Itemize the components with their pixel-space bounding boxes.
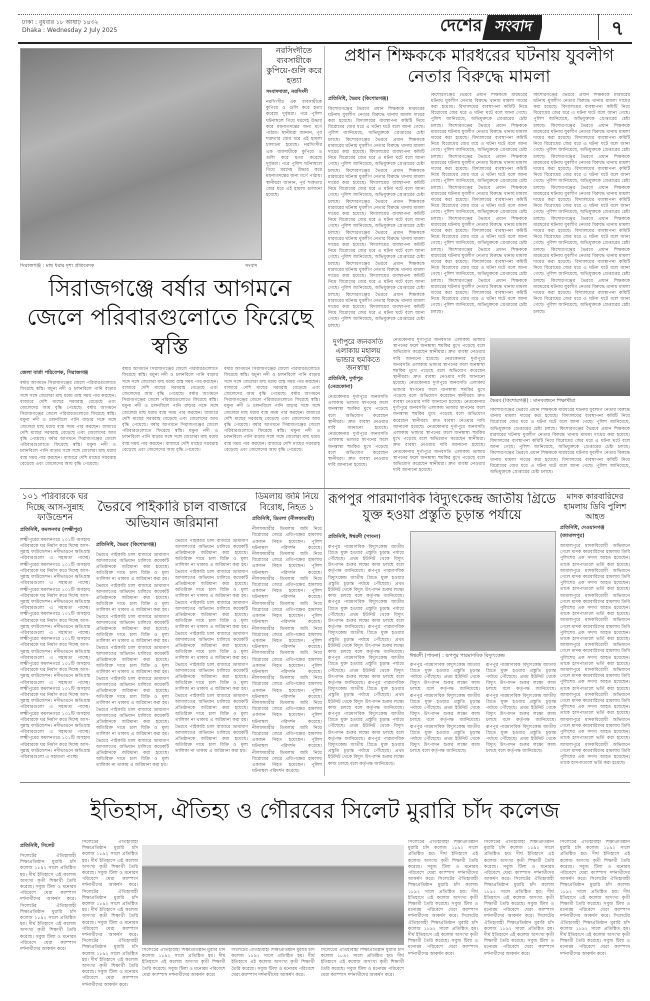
byline: প্রতিনিধি, সিলেট — [20, 843, 55, 849]
article-dimla — [252, 492, 322, 777]
section-masthead — [440, 14, 542, 40]
human-chain-photo — [490, 338, 630, 396]
article-body: রূপপুর পারমাণবিক বিদ্যুৎকেন্দ্র জাতীয় গ্রিডে যুক্ত হওয়ার প্রস্তুতি চূড়ান্ত পর্যায়ে পৌঁছেছে। প্রথম ইউনিট থেকে বিদ্যুৎ উৎপাদন শুরুর লক্ষ্যে কাজ চলছে বলে কর্তৃপক্ষ জানিয়েছে। রূপপুর পারমাণবিক বিদ্যুৎকেন্দ্র জাতীয় গ্রিডে যুক্ত হওয়ার প্রস্তুতি চূড়ান্ত পর্যায়ে পৌঁছেছে। প্রথম ইউনিট থেকে বিদ্যুৎ উৎপাদন শুরুর লক্ষ্যে কাজ চলছে বলে কর্তৃপক্ষ জানিয়েছে। রূপপুর পারমাণবিক বিদ্যুৎকেন্দ্র জাতীয় গ্রিডে যুক্ত হওয়ার প্রস্তুতি চূড়ান্ত পর্যায়ে পৌঁছেছে। প্রথম ইউনিট থেকে বিদ্যুৎ উৎপাদন শুরুর লক্ষ্যে কাজ চলছে বলে কর্তৃপক্ষ জানিয়েছে। — [486, 662, 556, 755]
section-divider — [20, 488, 630, 489]
headline: মাদক কারবারিদের হামলায় ডিবি পুলিশ আহত — [563, 492, 627, 521]
mc-col-1 — [20, 840, 138, 990]
durgapur-continued — [393, 338, 485, 483]
article-body: কিশোরগঞ্জের ভৈরবে প্রধান শিক্ষককে মারধরের ঘটনায় যুবলীগ নেতার বিরুদ্ধে থানায় মামলা দায়ের করা হয়েছে। বিদ্যালয়ের ব্যবস্থাপনা কমিটি নিয়ে বিরোধের জের ধরে এ ঘটনা ঘটে বলে জানা গেছে। পুলিশ জানিয়েছে, অভিযুক্তকে গ্রেপ্তারের চেষ্টা চলছে। কিশোরগঞ্জের ভৈরবে প্রধান শিক্ষককে মারধরের ঘটনায় যুবলীগ নেতার বিরুদ্ধে থানায় মামলা দায়ের করা হয়েছে। বিদ্যালয়ের ব্যবস্থাপনা কমিটি নিয়ে বিরোধের জের ধরে এ ঘটনা ঘটে বলে জানা গেছে। পুলিশ জানিয়েছে, অভিযুক্তকে গ্রেপ্তারের চেষ্টা চলছে। কিশোরগঞ্জের ভৈরবে প্রধান শিক্ষককে মারধরের ঘটনায় যুবলীগ নেতার বিরুদ্ধে থানায় মামলা দায়ের করা হয়েছে। বিদ্যালয়ের ব্যবস্থাপনা কমিটি নিয়ে বিরোধের জের ধরে এ ঘটনা ঘটে বলে জানা গেছে। পুলিশ জানিয়েছে, অভিযুক্তকে গ্রেপ্তারের চেষ্টা চলছে। — [490, 408, 630, 476]
headline: নরসিংদীতে ব্যবসায়ীকে কুপিয়ে-গুলি করে হত্যা — [266, 46, 322, 85]
college-building-photo — [142, 845, 404, 945]
article-body: ভৈরবে পাইকারি চাল বাজারে ভ্রাম্যমাণ আদালতের অভিযান চালিয়ে কয়েকটি প্রতিষ্ঠানকে জরিমানা করা হয়েছে। অতিরিক্ত দামে চাল বিক্রি ও মূল্য তালিকা না থাকায় এ জরিমানা করা হয়। ভৈরবে পাইকারি চাল বাজারে ভ্রাম্যমাণ আদালতের অভিযান চালিয়ে কয়েকটি প্রতিষ্ঠানকে জরিমানা করা হয়েছে। অতিরিক্ত দামে চাল বিক্রি ও মূল্য তালিকা না থাকায় এ জরিমানা করা হয়। ভৈরবে পাইকারি চাল বাজারে ভ্রাম্যমাণ আদালতের অভিযান চালিয়ে কয়েকটি প্রতিষ্ঠানকে জরিমানা করা হয়েছে। অতিরিক্ত দামে চাল বিক্রি ও মূল্য তালিকা না থাকায় এ জরিমানা করা হয়। ভৈরবে পাইকারি চাল বাজারে ভ্রাম্যমাণ আদালতের অভিযান চালিয়ে কয়েকটি প্রতিষ্ঠানকে জরিমানা করা হয়েছে। অতিরিক্ত দামে চাল বিক্রি ও মূল্য তালিকা না থাকায় এ জরিমানা করা হয়। ভৈরবে পাইকারি চাল বাজারে ভ্রাম্যমাণ আদালতের অভিযান চালিয়ে কয়েকটি প্রতিষ্ঠানকে জরিমানা করা হয়েছে। অতিরিক্ত দামে চাল বিক্রি ও মূল্য তালিকা না থাকায় এ জরিমানা করা হয়। ভৈরবে পাইকারি চাল বাজারে ভ্রাম্যমাণ আদালতের অভিযান চালিয়ে কয়েকটি প্রতিষ্ঠানকে জরিমানা করা হয়েছে। অতিরিক্ত দামে চাল বিক্রি ও মূল্য তালিকা না থাকায় এ জরিমানা করা হয়। ভৈরবে পাইকারি চাল বাজারে ভ্রাম্যমাণ আদালতের অভিযান চালিয়ে কয়েকটি প্রতিষ্ঠানকে জরিমানা করা হয়েছে। অতিরিক্ত দামে চাল বিক্রি ও মূল্য তালিকা না থাকায় এ জরিমানা করা হয়। — [175, 538, 248, 755]
article-body: নেত্রকোনার দুর্গাপুরে জনবসতি এলাকায় ভান্ডার স্থাপনের ফলে জনস্বাস্থ্য হুমকির মুখে পড়েছে বলে অভিযোগ করেছেন স্থানীয়রা। দ্রুত ব্যবস্থা নেওয়ার দাবি জানানো হয়েছে। নেত্রকোনার দুর্গাপুরে জনবসতি এলাকায় ভান্ডার স্থাপনের ফলে জনস্বাস্থ্য হুমকির মুখে পড়েছে বলে অভিযোগ করেছেন স্থানীয়রা। দ্রুত ব্যবস্থা নেওয়ার দাবি জানানো হয়েছে। — [328, 395, 388, 469]
article-lead — [328, 46, 630, 336]
photo-credit: সংবাদ — [245, 263, 258, 269]
byline: প্রতিনিধি, ভৈরব (কিশোরগঞ্জ) — [96, 541, 157, 548]
date-english: Dhaka : Wednesday 2 July 2025 — [22, 27, 118, 34]
headline: দুর্গাপুরে জনবসতি এলাকায় মহালয় ভান্ডার হুমকিতে জনস্বাস্থ্য — [332, 338, 384, 373]
headline: রূপপুর পারমাণবিক বিদ্যুৎকেন্দ্র জাতীয় গ্রিডে যুক্ত হওয়া প্রস্তুতি চূড়ান্ত পর্যায়ে — [328, 492, 556, 524]
headline: ভৈরবে পাইকারি চাল বাজারে অভিযান জরিমানা — [97, 500, 247, 532]
article-body: জামালপুরে মাদকবিরোধী অভিযানে গেলে মাদক কারবারিদের হামলায় ডিবি পুলিশের এক সদস্য আহত হয়েছেন। তাকে হাসপাতালে ভর্তি করা হয়েছে। জামালপুরে মাদকবিরোধী অভিযানে গেলে মাদক কারবারিদের হামলায় ডিবি পুলিশের এক সদস্য আহত হয়েছেন। তাকে হাসপাতালে ভর্তি করা হয়েছে। জামালপুরে মাদকবিরোধী অভিযানে গেলে মাদক কারবারিদের হামলায় ডিবি পুলিশের এক সদস্য আহত হয়েছেন। তাকে হাসপাতালে ভর্তি করা হয়েছে। জামালপুরে মাদকবিরোধী অভিযানে গেলে মাদক কারবারিদের হামলায় ডিবি পুলিশের এক সদস্য আহত হয়েছেন। তাকে হাসপাতালে ভর্তি করা হয়েছে। জামালপুরে মাদকবিরোধী অভিযানে গেলে মাদক কারবারিদের হামলায় ডিবি পুলিশের এক সদস্য আহত হয়েছেন। তাকে হাসপাতালে ভর্তি করা হয়েছে। জামালপুরে মাদকবিরোধী অভিযানে গেলে মাদক কারবারিদের হামলায় ডিবি পুলিশের এক সদস্য আহত হয়েছেন। তাকে হাসপাতালে ভর্তি করা হয়েছে। জামালপুরে মাদকবিরোধী অভিযানে গেলে মাদক কারবারিদের হামলায় ডিবি পুলিশের এক সদস্য আহত হয়েছেন। তাকে হাসপাতালে ভর্তি করা হয়েছে। জামালপুরে মাদকবিরোধী অভিযানে গেলে মাদক কারবারিদের হামলায় ডিবি পুলিশের এক সদস্য আহত হয়েছেন। তাকে হাসপাতালে ভর্তি করা হয়েছে। জামালপুরে মাদকবিরোধী অভিযানে গেলে মাদক কারবারিদের হামলায় ডিবি পুলিশের এক সদস্য আহত হয়েছেন। তাকে হাসপাতালে ভর্তি করা হয়েছে। — [560, 544, 630, 767]
photo-caption: ভৈরব (কিশোরগঞ্জ) : মানববন্ধনে শিক্ষার্থীরা — [490, 398, 576, 404]
article-sirajganj — [20, 275, 320, 485]
article-rooppur — [328, 492, 556, 777]
lead-continued — [490, 408, 630, 482]
article-body: বর্ষার আগমনে সিরাজগঞ্জের জেলে পরিবারগুলোতে ফিরেছে স্বস্তি। যমুনা নদী ও চলনবিলে পানি বাড়ার সঙ্গে সঙ্গে জেলেরা মাছ ধরায় ব্যস্ত সময় পার করছেন। বাজারে দেশি মাছের সরবরাহ বেড়েছে এবং জেলেদের আয় বৃদ্ধি পেয়েছে। বর্ষার আগমনে সিরাজগঞ্জের জেলে পরিবারগুলোতে ফিরেছে স্বস্তি। যমুনা নদী ও চলনবিলে পানি বাড়ার সঙ্গে সঙ্গে জেলেরা মাছ ধরায় ব্যস্ত সময় পার করছেন। বাজারে দেশি মাছের সরবরাহ বেড়েছে এবং জেলেদের আয় বৃদ্ধি পেয়েছে। বর্ষার আগমনে সিরাজগঞ্জের জেলে পরিবারগুলোতে ফিরেছে স্বস্তি। যমুনা নদী ও চলনবিলে পানি বাড়ার সঙ্গে সঙ্গে জেলেরা মাছ ধরায় ব্যস্ত সময় পার করছেন। বাজারে দেশি মাছের সরবরাহ বেড়েছে এবং জেলেদের আয় বৃদ্ধি পেয়েছে। — [122, 367, 218, 453]
article-body: নীলফামারীর ডিমলায় জমি নিয়ে বিরোধের জেরে প্রতিপক্ষের হামলায় একজন নিহত হয়েছেন। পুলিশ ঘটনাস্থল পরিদর্শন করেছে। নীলফামারীর ডিমলায় জমি নিয়ে বিরোধের জেরে প্রতিপক্ষের হামলায় একজন নিহত হয়েছেন। পুলিশ ঘটনাস্থল পরিদর্শন করেছে। নীলফামারীর ডিমলায় জমি নিয়ে বিরোধের জেরে প্রতিপক্ষের হামলায় একজন নিহত হয়েছেন। পুলিশ ঘটনাস্থল পরিদর্শন করেছে। নীলফামারীর ডিমলায় জমি নিয়ে বিরোধের জেরে প্রতিপক্ষের হামলায় একজন নিহত হয়েছেন। পুলিশ ঘটনাস্থল পরিদর্শন করেছে। নীলফামারীর ডিমলায় জমি নিয়ে বিরোধের জেরে প্রতিপক্ষের হামলায় একজন নিহত হয়েছেন। পুলিশ ঘটনাস্থল পরিদর্শন করেছে। নীলফামারীর ডিমলায় জমি নিয়ে বিরোধের জেরে প্রতিপক্ষের হামলায় একজন নিহত হয়েছেন। পুলিশ ঘটনাস্থল পরিদর্শন করেছে। নীলফামারীর ডিমলায় জমি নিয়ে বিরোধের জেরে প্রতিপক্ষের হামলায় একজন নিহত হয়েছেন। পুলিশ ঘটনাস্থল পরিদর্শন করেছে। নীলফামারীর ডিমলায় জমি নিয়ে বিরোধের জেরে প্রতিপক্ষের হামলায় একজন নিহত হয়েছেন। পুলিশ ঘটনাস্থল পরিদর্শন করেছে। নীলফামারীর ডিমলায় জমি নিয়ে বিরোধের জেরে প্রতিপক্ষের হামলায় একজন নিহত হয়েছেন। পুলিশ ঘটনাস্থল পরিদর্শন করেছে। নীলফামারীর ডিমলায় জমি নিয়ে বিরোধের জেরে প্রতিপক্ষের হামলায় একজন নিহত হয়েছেন। পুলিশ ঘটনাস্থল পরিদর্শন করেছে। — [252, 527, 322, 775]
article-assunnah — [20, 492, 90, 777]
article-body: কিশোরগঞ্জের ভৈরবে প্রধান শিক্ষককে মারধরের ঘটনায় যুবলীগ নেতার বিরুদ্ধে থানায় মামলা দায়ের করা হয়েছে। বিদ্যালয়ের ব্যবস্থাপনা কমিটি নিয়ে বিরোধের জের ধরে এ ঘটনা ঘটে বলে জানা গেছে। পুলিশ জানিয়েছে, অভিযুক্তকে গ্রেপ্তারের চেষ্টা চলছে। কিশোরগঞ্জের ভৈরবে প্রধান শিক্ষককে মারধরের ঘটনায় যুবলীগ নেতার বিরুদ্ধে থানায় মামলা দায়ের করা হয়েছে। বিদ্যালয়ের ব্যবস্থাপনা কমিটি নিয়ে বিরোধের জের ধরে এ ঘটনা ঘটে বলে জানা গেছে। পুলিশ জানিয়েছে, অভিযুক্তকে গ্রেপ্তারের চেষ্টা চলছে। কিশোরগঞ্জের ভৈরবে প্রধান শিক্ষককে মারধরের ঘটনায় যুবলীগ নেতার বিরুদ্ধে থানায় মামলা দায়ের করা হয়েছে। বিদ্যালয়ের ব্যবস্থাপনা কমিটি নিয়ে বিরোধের জের ধরে এ ঘটনা ঘটে বলে জানা গেছে। পুলিশ জানিয়েছে, অভিযুক্তকে গ্রেপ্তারের চেষ্টা চলছে। কিশোরগঞ্জের ভৈরবে প্রধান শিক্ষককে মারধরের ঘটনায় যুবলীগ নেতার বিরুদ্ধে থানায় মামলা দায়ের করা হয়েছে। বিদ্যালয়ের ব্যবস্থাপনা কমিটি নিয়ে বিরোধের জের ধরে এ ঘটনা ঘটে বলে জানা গেছে। পুলিশ জানিয়েছে, অভিযুক্তকে গ্রেপ্তারের চেষ্টা চলছে। কিশোরগঞ্জের ভৈরবে প্রধান শিক্ষককে মারধরের ঘটনায় যুবলীগ নেতার বিরুদ্ধে থানায় মামলা দায়ের করা হয়েছে। বিদ্যালয়ের ব্যবস্থাপনা কমিটি নিয়ে বিরোধের জের ধরে এ ঘটনা ঘটে বলে জানা গেছে। পুলিশ জানিয়েছে, অভিযুক্তকে গ্রেপ্তারের চেষ্টা চলছে। কিশোরগঞ্জের ভৈরবে প্রধান শিক্ষককে মারধরের ঘটনায় যুবলীগ নেতার বিরুদ্ধে থানায় মামলা দায়ের করা হয়েছে। বিদ্যালয়ের ব্যবস্থাপনা কমিটি নিয়ে বিরোধের জের ধরে এ ঘটনা ঘটে বলে জানা গেছে। পুলিশ জানিয়েছে, অভিযুক্তকে গ্রেপ্তারের চেষ্টা চলছে। কিশোরগঞ্জের ভৈরবে প্রধান শিক্ষককে মারধরের ঘটনায় যুবলীগ নেতার বিরুদ্ধে থানায় মামলা দায়ের করা হয়েছে। বিদ্যালয়ের ব্যবস্থাপনা কমিটি নিয়ে বিরোধের জের ধরে এ ঘটনা ঘটে বলে জানা গেছে। পুলিশ জানিয়েছে, অভিযুক্তকে গ্রেপ্তারের চেষ্টা চলছে। — [430, 92, 528, 315]
headline: প্রধান শিক্ষককে মারধরের ঘটনায় যুবলীগ নেতার বিরুদ্ধে মামলা — [344, 46, 614, 88]
article-body: রূপপুর পারমাণবিক বিদ্যুৎকেন্দ্র জাতীয় গ্রিডে যুক্ত হওয়ার প্রস্তুতি চূড়ান্ত পর্যায়ে পৌঁছেছে। প্রথম ইউনিট থেকে বিদ্যুৎ উৎপাদন শুরুর লক্ষ্যে কাজ চলছে বলে কর্তৃপক্ষ জানিয়েছে। রূপপুর পারমাণবিক বিদ্যুৎকেন্দ্র জাতীয় গ্রিডে যুক্ত হওয়ার প্রস্তুতি চূড়ান্ত পর্যায়ে পৌঁছেছে। প্রথম ইউনিট থেকে বিদ্যুৎ উৎপাদন শুরুর লক্ষ্যে কাজ চলছে বলে কর্তৃপক্ষ জানিয়েছে। রূপপুর পারমাণবিক বিদ্যুৎকেন্দ্র জাতীয় গ্রিডে যুক্ত হওয়ার প্রস্তুতি চূড়ান্ত পর্যায়ে পৌঁছেছে। প্রথম ইউনিট থেকে বিদ্যুৎ উৎপাদন শুরুর লক্ষ্যে কাজ চলছে বলে কর্তৃপক্ষ জানিয়েছে। রূপপুর পারমাণবিক বিদ্যুৎকেন্দ্র জাতীয় গ্রিডে যুক্ত হওয়ার প্রস্তুতি চূড়ান্ত পর্যায়ে পৌঁছেছে। প্রথম ইউনিট থেকে বিদ্যুৎ উৎপাদন শুরুর লক্ষ্যে কাজ চলছে বলে কর্তৃপক্ষ জানিয়েছে। রূপপুর পারমাণবিক বিদ্যুৎকেন্দ্র জাতীয় গ্রিডে যুক্ত হওয়ার প্রস্তুতি চূড়ান্ত পর্যায়ে পৌঁছেছে। প্রথম ইউনিট থেকে বিদ্যুৎ উৎপাদন শুরুর লক্ষ্যে কাজ চলছে বলে কর্তৃপক্ষ জানিয়েছে। রূপপুর পারমাণবিক বিদ্যুৎকেন্দ্র জাতীয় গ্রিডে যুক্ত হওয়ার প্রস্তুতি চূড়ান্ত পর্যায়ে পৌঁছেছে। প্রথম ইউনিট থেকে বিদ্যুৎ উৎপাদন শুরুর লক্ষ্যে কাজ চলছে বলে কর্তৃপক্ষ জানিয়েছে। রূপপুর পারমাণবিক বিদ্যুৎকেন্দ্র জাতীয় গ্রিডে যুক্ত হওয়ার প্রস্তুতি চূড়ান্ত পর্যায়ে পৌঁছেছে। প্রথম ইউনিট থেকে বিদ্যুৎ উৎপাদন শুরুর লক্ষ্যে কাজ চলছে বলে কর্তৃপক্ষ জানিয়েছে। রূপপুর পারমাণবিক বিদ্যুৎকেন্দ্র জাতীয় গ্রিডে যুক্ত হওয়ার প্রস্তুতি চূড়ান্ত পর্যায়ে পৌঁছেছে। প্রথম ইউনিট থেকে বিদ্যুৎ উৎপাদন শুরুর লক্ষ্যে কাজ চলছে বলে কর্তৃপক্ষ জানিয়েছে। — [328, 544, 404, 767]
byline: প্রতিনিধি, ভৈরব (কিশোরগঞ্জ) — [328, 95, 389, 102]
article-body: কিশোরগঞ্জের ভৈরবে প্রধান শিক্ষককে মারধরের ঘটনায় যুবলীগ নেতার বিরুদ্ধে থানায় মামলা দায়ের করা হয়েছে। বিদ্যালয়ের ব্যবস্থাপনা কমিটি নিয়ে বিরোধের জের ধরে এ ঘটনা ঘটে বলে জানা গেছে। পুলিশ জানিয়েছে, অভিযুক্তকে গ্রেপ্তারের চেষ্টা চলছে। কিশোরগঞ্জের ভৈরবে প্রধান শিক্ষককে মারধরের ঘটনায় যুবলীগ নেতার বিরুদ্ধে থানায় মামলা দায়ের করা হয়েছে। বিদ্যালয়ের ব্যবস্থাপনা কমিটি নিয়ে বিরোধের জের ধরে এ ঘটনা ঘটে বলে জানা গেছে। পুলিশ জানিয়েছে, অভিযুক্তকে গ্রেপ্তারের চেষ্টা চলছে। কিশোরগঞ্জের ভৈরবে প্রধান শিক্ষককে মারধরের ঘটনায় যুবলীগ নেতার বিরুদ্ধে থানায় মামলা দায়ের করা হয়েছে। বিদ্যালয়ের ব্যবস্থাপনা কমিটি নিয়ে বিরোধের জের ধরে এ ঘটনা ঘটে বলে জানা গেছে। পুলিশ জানিয়েছে, অভিযুক্তকে গ্রেপ্তারের চেষ্টা চলছে। কিশোরগঞ্জের ভৈরবে প্রধান শিক্ষককে মারধরের ঘটনায় যুবলীগ নেতার বিরুদ্ধে থানায় মামলা দায়ের করা হয়েছে। বিদ্যালয়ের ব্যবস্থাপনা কমিটি নিয়ে বিরোধের জের ধরে এ ঘটনা ঘটে বলে জানা গেছে। পুলিশ জানিয়েছে, অভিযুক্তকে গ্রেপ্তারের চেষ্টা চলছে। কিশোরগঞ্জের ভৈরবে প্রধান শিক্ষককে মারধরের ঘটনায় যুবলীগ নেতার বিরুদ্ধে থানায় মামলা দায়ের করা হয়েছে। বিদ্যালয়ের ব্যবস্থাপনা কমিটি নিয়ে বিরোধের জের ধরে এ ঘটনা ঘটে বলে জানা গেছে। পুলিশ জানিয়েছে, অভিযুক্তকে গ্রেপ্তারের চেষ্টা চলছে। কিশোরগঞ্জের ভৈরবে প্রধান শিক্ষককে মারধরের ঘটনায় যুবলীগ নেতার বিরুদ্ধে থানায় মামলা দায়ের করা হয়েছে। বিদ্যালয়ের ব্যবস্থাপনা কমিটি নিয়ে বিরোধের জের ধরে এ ঘটনা ঘটে বলে জানা গেছে। পুলিশ জানিয়েছে, অভিযুক্তকে গ্রেপ্তারের চেষ্টা চলছে। কিশোরগঞ্জের ভৈরবে প্রধান শিক্ষককে মারধরের ঘটনায় যুবলীগ নেতার বিরুদ্ধে থানায় মামলা দায়ের করা হয়েছে। বিদ্যালয়ের ব্যবস্থাপনা কমিটি নিয়ে বিরোধের জের ধরে এ ঘটনা ঘটে বলে জানা গেছে। পুলিশ জানিয়েছে, অভিযুক্তকে গ্রেপ্তারের চেষ্টা চলছে। — [328, 106, 425, 329]
article-body: লক্ষ্মীপুরের কমলনগরে ১০১টি অসহায় পরিবারকে ঘর নির্মাণ করে দিচ্ছে আস-সুন্নাহ ফাউন্ডেশন। নদীভাঙনে ক্ষতিগ্রস্ত পরিবারগুলো এ সহায়তা পাচ্ছে। লক্ষ্মীপুরের কমলনগরে ১০১টি অসহায় পরিবারকে ঘর নির্মাণ করে দিচ্ছে আস-সুন্নাহ ফাউন্ডেশন। নদীভাঙনে ক্ষতিগ্রস্ত পরিবারগুলো এ সহায়তা পাচ্ছে। লক্ষ্মীপুরের কমলনগরে ১০১টি অসহায় পরিবারকে ঘর নির্মাণ করে দিচ্ছে আস-সুন্নাহ ফাউন্ডেশন। নদীভাঙনে ক্ষতিগ্রস্ত পরিবারগুলো এ সহায়তা পাচ্ছে। লক্ষ্মীপুরের কমলনগরে ১০১টি অসহায় পরিবারকে ঘর নির্মাণ করে দিচ্ছে আস-সুন্নাহ ফাউন্ডেশন। নদীভাঙনে ক্ষতিগ্রস্ত পরিবারগুলো এ সহায়তা পাচ্ছে। লক্ষ্মীপুরের কমলনগরে ১০১টি অসহায় পরিবারকে ঘর নির্মাণ করে দিচ্ছে আস-সুন্নাহ ফাউন্ডেশন। নদীভাঙনে ক্ষতিগ্রস্ত পরিবারগুলো এ সহায়তা পাচ্ছে। লক্ষ্মীপুরের কমলনগরে ১০১টি অসহায় পরিবারকে ঘর নির্মাণ করে দিচ্ছে আস-সুন্নাহ ফাউন্ডেশন। নদীভাঙনে ক্ষতিগ্রস্ত পরিবারগুলো এ সহায়তা পাচ্ছে। লক্ষ্মীপুরের কমলনগরে ১০১টি অসহায় পরিবারকে ঘর নির্মাণ করে দিচ্ছে আস-সুন্নাহ ফাউন্ডেশন। নদীভাঙনে ক্ষতিগ্রস্ত পরিবারগুলো এ সহায়তা পাচ্ছে। লক্ষ্মীপুরের কমলনগরে ১০১টি অসহায় পরিবারকে ঘর নির্মাণ করে দিচ্ছে আস-সুন্নাহ ফাউন্ডেশন। নদীভাঙনে ক্ষতিগ্রস্ত পরিবারগুলো এ সহায়তা পাচ্ছে। লক্ষ্মীপুরের কমলনগরে ১০১টি অসহায় পরিবারকে ঘর নির্মাণ করে দিচ্ছে আস-সুন্নাহ ফাউন্ডেশন। নদীভাঙনে ক্ষতিগ্রস্ত পরিবারগুলো এ সহায়তা পাচ্ছে। — [20, 537, 90, 760]
masthead-part-2: সংবাদ — [482, 15, 542, 40]
byline: প্রতিনিধি, দেওয়ানগঞ্জ (জামালপুর) — [560, 525, 605, 539]
article-body: বর্ষার আগমনে সিরাজগঞ্জের জেলে পরিবারগুলোতে ফিরেছে স্বস্তি। যমুনা নদী ও চলনবিলে পানি বাড়ার সঙ্গে সঙ্গে জেলেরা মাছ ধরায় ব্যস্ত সময় পার করছেন। বাজারে দেশি মাছের সরবরাহ বেড়েছে এবং জেলেদের আয় বৃদ্ধি পেয়েছে। বর্ষার আগমনে সিরাজগঞ্জের জেলে পরিবারগুলোতে ফিরেছে স্বস্তি। যমুনা নদী ও চলনবিলে পানি বাড়ার সঙ্গে সঙ্গে জেলেরা মাছ ধরায় ব্যস্ত সময় পার করছেন। বাজারে দেশি মাছের সরবরাহ বেড়েছে এবং জেলেদের আয় বৃদ্ধি পেয়েছে। বর্ষার আগমনে সিরাজগঞ্জের জেলে পরিবারগুলোতে ফিরেছে স্বস্তি। যমুনা নদী ও চলনবিলে পানি বাড়ার সঙ্গে সঙ্গে জেলেরা মাছ ধরায় ব্যস্ত সময় পার করছেন। বাজারে দেশি মাছের সরবরাহ বেড়েছে এবং জেলেদের আয় বৃদ্ধি পেয়েছে। — [224, 367, 320, 453]
byline: জেলা বার্তা পরিবেশক, সিরাজগঞ্জ — [20, 370, 89, 377]
article-body: রূপপুর পারমাণবিক বিদ্যুৎকেন্দ্র জাতীয় গ্রিডে যুক্ত হওয়ার প্রস্তুতি চূড়ান্ত পর্যায়ে পৌঁছেছে। প্রথম ইউনিট থেকে বিদ্যুৎ উৎপাদন শুরুর লক্ষ্যে কাজ চলছে বলে কর্তৃপক্ষ জানিয়েছে। রূপপুর পারমাণবিক বিদ্যুৎকেন্দ্র জাতীয় গ্রিডে যুক্ত হওয়ার প্রস্তুতি চূড়ান্ত পর্যায়ে পৌঁছেছে। প্রথম ইউনিট থেকে বিদ্যুৎ উৎপাদন শুরুর লক্ষ্যে কাজ চলছে বলে কর্তৃপক্ষ জানিয়েছে। রূপপুর পারমাণবিক বিদ্যুৎকেন্দ্র জাতীয় গ্রিডে যুক্ত হওয়ার প্রস্তুতি চূড়ান্ত পর্যায়ে পৌঁছেছে। প্রথম ইউনিট থেকে বিদ্যুৎ উৎপাদন শুরুর লক্ষ্যে কাজ চলছে বলে কর্তৃপক্ষ জানিয়েছে। — [410, 662, 480, 755]
article-bhairab — [96, 500, 248, 777]
article-body: সিলেটের ঐতিহ্যবাহী শিক্ষাপ্রতিষ্ঠান মুরারি চাঁদ কলেজ ১৮৯২ সালে প্রতিষ্ঠিত হয়। দীর্ঘ ইতিহাসে এই কলেজ অসংখ্য কৃতী শিক্ষার্থী তৈরি করেছে। সবুজ টিলা ও মনোরম পরিবেশে ঘেরা ক্যাম্পাস দর্শনার্থীদের আকর্ষণ করে। — [142, 948, 226, 978]
article-body: সিলেটের ঐতিহ্যবাহী শিক্ষাপ্রতিষ্ঠান মুরারি চাঁদ কলেজ ১৮৯২ সালে প্রতিষ্ঠিত হয়। দীর্ঘ ইতিহাসে এই কলেজ অসংখ্য কৃতী শিক্ষার্থী তৈরি করেছে। সবুজ টিলা ও মনোরম পরিবেশে ঘেরা ক্যাম্পাস দর্শনার্থীদের আকর্ষণ করে। — [320, 948, 404, 978]
article-body: নরসিংদীর এক ব্যবসায়ীকে কুপিয়ে ও গুলি করে হত্যা করেছে দুর্বৃত্তরা। পরে পুলিশ ঘটনাস্থলে গিয়ে মরদেহ উদ্ধার করে ময়নাতদন্তের জন্য মর্গে পাঠায়। স্থানীয়রা জানান, পূর্ব শত্রুতার জের ধরে এই হামলা চালানো হয়েছে। নরসিংদীর এক ব্যবসায়ীকে কুপিয়ে ও গুলি করে হত্যা করেছে দুর্বৃত্তরা। পরে পুলিশ ঘটনাস্থলে গিয়ে মরদেহ উদ্ধার করে ময়নাতদন্তের জন্য মর্গে পাঠায়। স্থানীয়রা জানান, পূর্ব শত্রুতার জের ধরে এই হামলা চালানো হয়েছে। — [266, 100, 322, 199]
article-madok — [560, 492, 630, 777]
article-body: সিলেটের ঐতিহ্যবাহী শিক্ষাপ্রতিষ্ঠান মুরারি চাঁদ কলেজ ১৮৯২ সালে প্রতিষ্ঠিত হয়। দীর্ঘ ইতিহাসে এই কলেজ অসংখ্য কৃতী শিক্ষার্থী তৈরি করেছে। সবুজ টিলা ও মনোরম পরিবেশে ঘেরা ক্যাম্পাস দর্শনার্থীদের আকর্ষণ করে। সিলেটের ঐতিহ্যবাহী শিক্ষাপ্রতিষ্ঠান মুরারি চাঁদ কলেজ ১৮৯২ সালে প্রতিষ্ঠিত হয়। দীর্ঘ ইতিহাসে এই কলেজ অসংখ্য কৃতী শিক্ষার্থী তৈরি করেছে। সবুজ টিলা ও মনোরম পরিবেশে ঘেরা ক্যাম্পাস দর্শনার্থীদের আকর্ষণ করে। — [20, 854, 76, 953]
article-body: সিলেটের ঐতিহ্যবাহী শিক্ষাপ্রতিষ্ঠান মুরারি চাঁদ কলেজ ১৮৯২ সালে প্রতিষ্ঠিত হয়। দীর্ঘ ইতিহাসে এই কলেজ অসংখ্য কৃতী শিক্ষার্থী তৈরি করেছে। সবুজ টিলা ও মনোরম পরিবেশে ঘেরা ক্যাম্পাস দর্শনার্থীদের আকর্ষণ করে। সিলেটের ঐতিহ্যবাহী শিক্ষাপ্রতিষ্ঠান মুরারি চাঁদ কলেজ ১৮৯২ সালে প্রতিষ্ঠিত হয়। দীর্ঘ ইতিহাসে এই কলেজ অসংখ্য কৃতী শিক্ষার্থী তৈরি করেছে। সবুজ টিলা ও মনোরম পরিবেশে ঘেরা ক্যাম্পাস দর্শনার্থীদের আকর্ষণ করে। সিলেটের ঐতিহ্যবাহী শিক্ষাপ্রতিষ্ঠান মুরারি চাঁদ কলেজ ১৮৯২ সালে প্রতিষ্ঠিত হয়। দীর্ঘ ইতিহাসে এই কলেজ অসংখ্য কৃতী শিক্ষার্থী তৈরি করেছে। সবুজ টিলা ও মনোরম পরিবেশে ঘেরা ক্যাম্পাস দর্শনার্থীদের আকর্ষণ করে। — [484, 840, 554, 957]
masthead-part-1: দেশের — [440, 16, 483, 36]
article-body: সিলেটের ঐতিহ্যবাহী শিক্ষাপ্রতিষ্ঠান মুরারি চাঁদ কলেজ ১৮৯২ সালে প্রতিষ্ঠিত হয়। দীর্ঘ ইতিহাসে এই কলেজ অসংখ্য কৃতী শিক্ষার্থী তৈরি করেছে। সবুজ টিলা ও মনোরম পরিবেশে ঘেরা ক্যাম্পাস দর্শনার্থীদের আকর্ষণ করে। সিলেটের ঐতিহ্যবাহী শিক্ষাপ্রতিষ্ঠান মুরারি চাঁদ কলেজ ১৮৯২ সালে প্রতিষ্ঠিত হয়। দীর্ঘ ইতিহাসে এই কলেজ অসংখ্য কৃতী শিক্ষার্থী তৈরি করেছে। সবুজ টিলা ও মনোরম পরিবেশে ঘেরা ক্যাম্পাস দর্শনার্থীদের আকর্ষণ করে। সিলেটের ঐতিহ্যবাহী শিক্ষাপ্রতিষ্ঠান মুরারি চাঁদ কলেজ ১৮৯২ সালে প্রতিষ্ঠিত হয়। দীর্ঘ ইতিহাসে এই কলেজ অসংখ্য কৃতী শিক্ষার্থী তৈরি করেছে। সবুজ টিলা ও মনোরম পরিবেশে ঘেরা ক্যাম্পাস দর্শনার্থীদের আকর্ষণ করে। — [560, 840, 630, 957]
power-plant-photo — [410, 531, 556, 651]
headline: সিরাজগঞ্জে বর্ষার আগমনে জেলে পরিবারগুলোতে ফিরেছে স্বস্তি — [26, 276, 314, 360]
dateline — [22, 19, 117, 35]
article-body: নেত্রকোনার দুর্গাপুরে জনবসতি এলাকায় ভান্ডার স্থাপনের ফলে জনস্বাস্থ্য হুমকির মুখে পড়েছে বলে অভিযোগ করেছেন স্থানীয়রা। দ্রুত ব্যবস্থা নেওয়ার দাবি জানানো হয়েছে। নেত্রকোনার দুর্গাপুরে জনবসতি এলাকায় ভান্ডার স্থাপনের ফলে জনস্বাস্থ্য হুমকির মুখে পড়েছে বলে অভিযোগ করেছেন স্থানীয়রা। দ্রুত ব্যবস্থা নেওয়ার দাবি জানানো হয়েছে। নেত্রকোনার দুর্গাপুরে জনবসতি এলাকায় ভান্ডার স্থাপনের ফলে জনস্বাস্থ্য হুমকির মুখে পড়েছে বলে অভিযোগ করেছেন স্থানীয়রা। দ্রুত ব্যবস্থা নেওয়ার দাবি জানানো হয়েছে। নেত্রকোনার দুর্গাপুরে জনবসতি এলাকায় ভান্ডার স্থাপনের ফলে জনস্বাস্থ্য হুমকির মুখে পড়েছে বলে অভিযোগ করেছেন স্থানীয়রা। দ্রুত ব্যবস্থা নেওয়ার দাবি জানানো হয়েছে। নেত্রকোনার দুর্গাপুরে জনবসতি এলাকায় ভান্ডার স্থাপনের ফলে জনস্বাস্থ্য হুমকির মুখে পড়েছে বলে অভিযোগ করেছেন স্থানীয়রা। দ্রুত ব্যবস্থা নেওয়ার দাবি জানানো হয়েছে। নেত্রকোনার দুর্গাপুরে জনবসতি এলাকায় ভান্ডার স্থাপনের ফলে জনস্বাস্থ্য হুমকির মুখে পড়েছে বলে অভিযোগ করেছেন স্থানীয়রা। দ্রুত ব্যবস্থা নেওয়ার দাবি জানানো হয়েছে। — [393, 338, 485, 474]
date-bengali: ঢাকা : বুধবার ১৮ আষাঢ় ১৪৩২ — [22, 19, 99, 26]
headline: ডিমলায় জমি নিয়ে বিরোধ, নিহত ১ — [255, 492, 319, 513]
article-body: কিশোরগঞ্জের ভৈরবে প্রধান শিক্ষককে মারধরের ঘটনায় যুবলীগ নেতার বিরুদ্ধে থানায় মামলা দায়ের করা হয়েছে। বিদ্যালয়ের ব্যবস্থাপনা কমিটি নিয়ে বিরোধের জের ধরে এ ঘটনা ঘটে বলে জানা গেছে। পুলিশ জানিয়েছে, অভিযুক্তকে গ্রেপ্তারের চেষ্টা চলছে। কিশোরগঞ্জের ভৈরবে প্রধান শিক্ষককে মারধরের ঘটনায় যুবলীগ নেতার বিরুদ্ধে থানায় মামলা দায়ের করা হয়েছে। বিদ্যালয়ের ব্যবস্থাপনা কমিটি নিয়ে বিরোধের জের ধরে এ ঘটনা ঘটে বলে জানা গেছে। পুলিশ জানিয়েছে, অভিযুক্তকে গ্রেপ্তারের চেষ্টা চলছে। কিশোরগঞ্জের ভৈরবে প্রধান শিক্ষককে মারধরের ঘটনায় যুবলীগ নেতার বিরুদ্ধে থানায় মামলা দায়ের করা হয়েছে। বিদ্যালয়ের ব্যবস্থাপনা কমিটি নিয়ে বিরোধের জের ধরে এ ঘটনা ঘটে বলে জানা গেছে। পুলিশ জানিয়েছে, অভিযুক্তকে গ্রেপ্তারের চেষ্টা চলছে। কিশোরগঞ্জের ভৈরবে প্রধান শিক্ষককে মারধরের ঘটনায় যুবলীগ নেতার বিরুদ্ধে থানায় মামলা দায়ের করা হয়েছে। বিদ্যালয়ের ব্যবস্থাপনা কমিটি নিয়ে বিরোধের জের ধরে এ ঘটনা ঘটে বলে জানা গেছে। পুলিশ জানিয়েছে, অভিযুক্তকে গ্রেপ্তারের চেষ্টা চলছে। কিশোরগঞ্জের ভৈরবে প্রধান শিক্ষককে মারধরের ঘটনায় যুবলীগ নেতার বিরুদ্ধে থানায় মামলা দায়ের করা হয়েছে। বিদ্যালয়ের ব্যবস্থাপনা কমিটি নিয়ে বিরোধের জের ধরে এ ঘটনা ঘটে বলে জানা গেছে। পুলিশ জানিয়েছে, অভিযুক্তকে গ্রেপ্তারের চেষ্টা চলছে। কিশোরগঞ্জের ভৈরবে প্রধান শিক্ষককে মারধরের ঘটনায় যুবলীগ নেতার বিরুদ্ধে থানায় মামলা দায়ের করা হয়েছে। বিদ্যালয়ের ব্যবস্থাপনা কমিটি নিয়ে বিরোধের জের ধরে এ ঘটনা ঘটে বলে জানা গেছে। পুলিশ জানিয়েছে, অভিযুক্তকে গ্রেপ্তারের চেষ্টা চলছে। কিশোরগঞ্জের ভৈরবে প্রধান শিক্ষককে মারধরের ঘটনায় যুবলীগ নেতার বিরুদ্ধে থানায় মামলা দায়ের করা হয়েছে। বিদ্যালয়ের ব্যবস্থাপনা কমিটি নিয়ে বিরোধের জের ধরে এ ঘটনা ঘটে বলে জানা গেছে। পুলিশ জানিয়েছে, অভিযুক্তকে গ্রেপ্তারের চেষ্টা চলছে। — [533, 92, 630, 315]
byline: প্রতিনিধি, দুর্গাপুর (নেত্রকোনা) — [328, 376, 363, 390]
page-number: ৭ — [598, 14, 624, 40]
mc-right-cols — [408, 840, 630, 990]
byline: প্রতিনিধি, কমলনগর (লক্ষ্মীপুর) — [20, 526, 83, 533]
photo-caption: সিরাজগঞ্জ : মাছ ধরার দৃশ্য প্রতিবেদক — [20, 263, 95, 269]
article-body: বর্ষার আগমনে সিরাজগঞ্জের জেলে পরিবারগুলোতে ফিরেছে স্বস্তি। যমুনা নদী ও চলনবিলে পানি বাড়ার সঙ্গে সঙ্গে জেলেরা মাছ ধরায় ব্যস্ত সময় পার করছেন। বাজারে দেশি মাছের সরবরাহ বেড়েছে এবং জেলেদের আয় বৃদ্ধি পেয়েছে। বর্ষার আগমনে সিরাজগঞ্জের জেলে পরিবারগুলোতে ফিরেছে স্বস্তি। যমুনা নদী ও চলনবিলে পানি বাড়ার সঙ্গে সঙ্গে জেলেরা মাছ ধরায় ব্যস্ত সময় পার করছেন। বাজারে দেশি মাছের সরবরাহ বেড়েছে এবং জেলেদের আয় বৃদ্ধি পেয়েছে। বর্ষার আগমনে সিরাজগঞ্জের জেলে পরিবারগুলোতে ফিরেছে স্বস্তি। যমুনা নদী ও চলনবিলে পানি বাড়ার সঙ্গে সঙ্গে জেলেরা মাছ ধরায় ব্যস্ত সময় পার করছেন। বাজারে দেশি মাছের সরবরাহ বেড়েছে এবং জেলেদের আয় বৃদ্ধি পেয়েছে। — [20, 381, 116, 467]
mc-college-headline: ইতিহাস, ঐতিহ্য ও গৌরবের সিলেট মুরারি চাঁদ কলেজ — [90, 799, 560, 824]
header-rule — [18, 42, 632, 44]
byline: প্রতিনিধি, ডিমলা (নীলফামারী) — [252, 516, 315, 523]
article-body: সিলেটের ঐতিহ্যবাহী শিক্ষাপ্রতিষ্ঠান মুরারি চাঁদ কলেজ ১৮৯২ সালে প্রতিষ্ঠিত হয়। দীর্ঘ ইতিহাসে এই কলেজ অসংখ্য কৃতী শিক্ষার্থী তৈরি করেছে। সবুজ টিলা ও মনোরম পরিবেশে ঘেরা ক্যাম্পাস দর্শনার্থীদের আকর্ষণ করে। সিলেটের ঐতিহ্যবাহী শিক্ষাপ্রতিষ্ঠান মুরারি চাঁদ কলেজ ১৮৯২ সালে প্রতিষ্ঠিত হয়। দীর্ঘ ইতিহাসে এই কলেজ অসংখ্য কৃতী শিক্ষার্থী তৈরি করেছে। সবুজ টিলা ও মনোরম পরিবেশে ঘেরা ক্যাম্পাস দর্শনার্থীদের আকর্ষণ করে। সিলেটের ঐতিহ্যবাহী শিক্ষাপ্রতিষ্ঠান মুরারি চাঁদ কলেজ ১৮৯২ সালে প্রতিষ্ঠিত হয়। দীর্ঘ ইতিহাসে এই কলেজ অসংখ্য কৃতী শিক্ষার্থী তৈরি করেছে। সবুজ টিলা ও মনোরম পরিবেশে ঘেরা ক্যাম্পাস দর্শনার্থীদের আকর্ষণ করে। — [408, 840, 478, 957]
article-narsingdi — [266, 46, 322, 236]
headline: ১০১ পরিবারকে ঘর দিচ্ছে আস-সুন্নাহ ফাউন্ডেশন — [22, 492, 88, 524]
mc-under-photo — [142, 948, 404, 993]
byline: সংবাদদাতা, নরসিংদী — [266, 89, 308, 95]
article-body: ভৈরবে পাইকারি চাল বাজারে ভ্রাম্যমাণ আদালতের অভিযান চালিয়ে কয়েকটি প্রতিষ্ঠানকে জরিমানা করা হয়েছে। অতিরিক্ত দামে চাল বিক্রি ও মূল্য তালিকা না থাকায় এ জরিমানা করা হয়। ভৈরবে পাইকারি চাল বাজারে ভ্রাম্যমাণ আদালতের অভিযান চালিয়ে কয়েকটি প্রতিষ্ঠানকে জরিমানা করা হয়েছে। অতিরিক্ত দামে চাল বিক্রি ও মূল্য তালিকা না থাকায় এ জরিমানা করা হয়। ভৈরবে পাইকারি চাল বাজারে ভ্রাম্যমাণ আদালতের অভিযান চালিয়ে কয়েকটি প্রতিষ্ঠানকে জরিমানা করা হয়েছে। অতিরিক্ত দামে চাল বিক্রি ও মূল্য তালিকা না থাকায় এ জরিমানা করা হয়। ভৈরবে পাইকারি চাল বাজারে ভ্রাম্যমাণ আদালতের অভিযান চালিয়ে কয়েকটি প্রতিষ্ঠানকে জরিমানা করা হয়েছে। অতিরিক্ত দামে চাল বিক্রি ও মূল্য তালিকা না থাকায় এ জরিমানা করা হয়। ভৈরবে পাইকারি চাল বাজারে ভ্রাম্যমাণ আদালতের অভিযান চালিয়ে কয়েকটি প্রতিষ্ঠানকে জরিমানা করা হয়েছে। অতিরিক্ত দামে চাল বিক্রি ও মূল্য তালিকা না থাকায় এ জরিমানা করা হয়। ভৈরবে পাইকারি চাল বাজারে ভ্রাম্যমাণ আদালতের অভিযান চালিয়ে কয়েকটি প্রতিষ্ঠানকে জরিমানা করা হয়েছে। অতিরিক্ত দামে চাল বিক্রি ও মূল্য তালিকা না থাকায় এ জরিমানা করা হয়। ভৈরবে পাইকারি চাল বাজারে ভ্রাম্যমাণ আদালতের অভিযান চালিয়ে কয়েকটি প্রতিষ্ঠানকে জরিমানা করা হয়েছে। অতিরিক্ত দামে চাল বিক্রি ও মূল্য তালিকা না থাকায় এ জরিমানা করা হয়। — [96, 552, 169, 769]
photo-caption: ঈশ্বরদী (পাবনা) : রূপপুর পারমাণবিক বিদ্যুৎকেন্দ্র — [410, 652, 505, 659]
fishing-nets-photo — [20, 48, 262, 260]
article-body: সিলেটের ঐতিহ্যবাহী শিক্ষাপ্রতিষ্ঠান মুরারি চাঁদ কলেজ ১৮৯২ সালে প্রতিষ্ঠিত হয়। দীর্ঘ ইতিহাসে এই কলেজ অসংখ্য কৃতী শিক্ষার্থী তৈরি করেছে। সবুজ টিলা ও মনোরম পরিবেশে ঘেরা ক্যাম্পাস দর্শনার্থীদের আকর্ষণ করে। সিলেটের ঐতিহ্যবাহী শিক্ষাপ্রতিষ্ঠান মুরারি চাঁদ কলেজ ১৮৯২ সালে প্রতিষ্ঠিত হয়। দীর্ঘ ইতিহাসে এই কলেজ অসংখ্য কৃতী শিক্ষার্থী তৈরি করেছে। সবুজ টিলা ও মনোরম পরিবেশে ঘেরা ক্যাম্পাস দর্শনার্থীদের আকর্ষণ করে। সিলেটের ঐতিহ্যবাহী শিক্ষাপ্রতিষ্ঠান মুরারি চাঁদ কলেজ ১৮৯২ সালে প্রতিষ্ঠিত হয়। দীর্ঘ ইতিহাসে এই কলেজ অসংখ্য কৃতী শিক্ষার্থী তৈরি করেছে। সবুজ টিলা ও মনোরম পরিবেশে ঘেরা ক্যাম্পাস দর্শনার্থীদের আকর্ষণ করে। — [82, 840, 138, 988]
section-divider — [20, 782, 630, 783]
article-body: সিলেটের ঐতিহ্যবাহী শিক্ষাপ্রতিষ্ঠান মুরারি চাঁদ কলেজ ১৮৯২ সালে প্রতিষ্ঠিত হয়। দীর্ঘ ইতিহাসে এই কলেজ অসংখ্য কৃতী শিক্ষার্থী তৈরি করেছে। সবুজ টিলা ও মনোরম পরিবেশে ঘেরা ক্যাম্পাস দর্শনার্থীদের আকর্ষণ করে। — [231, 948, 315, 978]
column-divider — [324, 46, 325, 776]
article-durgapur — [328, 338, 388, 483]
byline: প্রতিনিধি, ঈশ্বরদী (পাবনা) — [328, 533, 381, 540]
